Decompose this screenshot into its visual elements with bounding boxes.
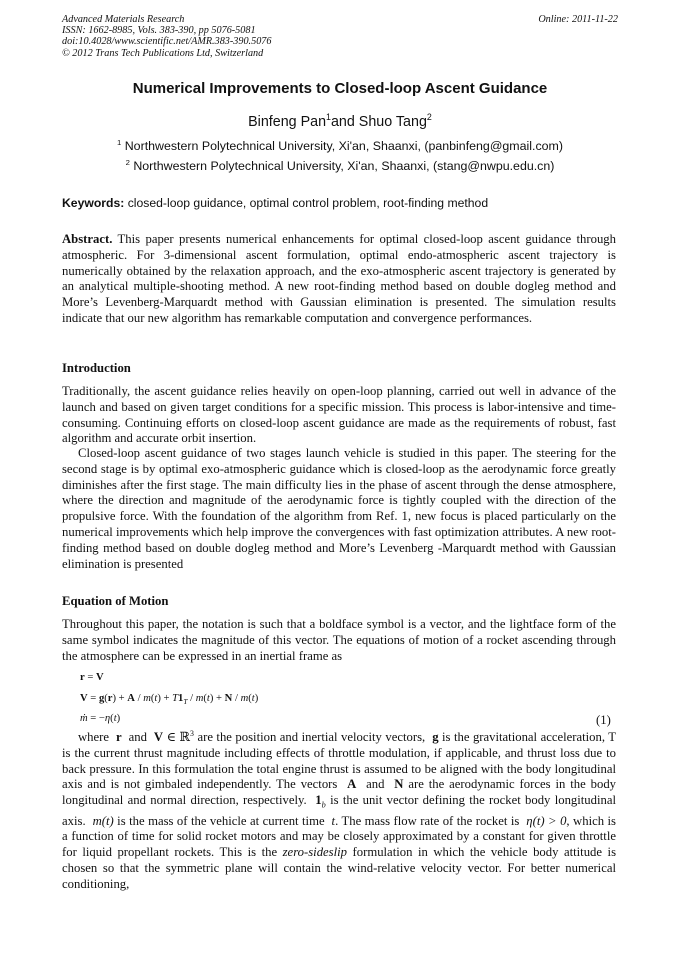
symbol-V: V: [153, 730, 164, 744]
affiliation-1: [62, 139, 618, 153]
and-word: and: [128, 730, 147, 744]
abstract: [62, 232, 616, 327]
symbol-mt: m(t): [92, 813, 114, 828]
copyright-line: © 2012 Trans Tech Publications Ltd, Switzerland: [62, 47, 264, 59]
keywords-label: Keywords:: [62, 196, 125, 210]
zero-sideslip-term: zero-sideslip: [282, 845, 347, 860]
affiliation-1-sup: 1: [117, 137, 122, 147]
in-R: ∈ ℝ: [166, 730, 191, 744]
author-1: Binfeng Pan: [248, 114, 327, 130]
aero-text: are the aerodynamic forces in the body longitudinal and normal direction, respectively.: [62, 777, 617, 808]
is-grav-text: is the gravitational acceleration, T is the current thrust magnitude including effects of throttle modulation, if applicable, and thrust loss due to back pressure. In this formulation the total engine thrust is assumed to be aligned with the body longitudinal axis and is not gimbaled independently. The vectors: [62, 730, 617, 792]
abstract-label: Abstract.: [62, 232, 113, 246]
symbol-g: g: [432, 730, 439, 744]
affiliation-2-sup: 2: [125, 157, 130, 167]
cube-sup: 3: [190, 728, 194, 738]
symbol-A: A: [347, 777, 357, 792]
abstract-text: This paper presents numerical enhancements for optimal closed-loop ascent guidance through atmospheric. For 3-dimensional ascent formulation, optimal endo-atmospheric ascent trajectory is numerically obtained by the relaxation approach, and the exo-atmospheric ascent trajectory is generated by an analytical multiple-shooting method. A new root-finding method based on double dogleg method and More’s Levenberg-Marquardt method with Gaussian elimination is presented. The simulation results indicate that our new algorithm has remarkable computation and convergence performances.: [62, 232, 616, 325]
affiliation-2: [62, 159, 618, 173]
unit-text: is the unit vector defining the rocket body longitudinal axis.: [62, 793, 617, 828]
symbol-1b-sub: b: [321, 800, 326, 810]
keywords: [62, 196, 618, 210]
symbol-eta: η(t) > 0: [526, 813, 567, 828]
symbol-N: N: [394, 777, 404, 792]
equation-of-motion-heading: Equation of Motion: [62, 594, 169, 608]
introduction-paragraph-1: Traditionally, the ascent guidance relies heavily on open-loop planning, carried out well in advance of the launch and based on given target conditions for a specific mission. This process is labor-intensive and time-consuming. Continuing efforts on closed-loop ascent guidance are made as the requirements of robust, fast algorithm and accurate orbit insertion.: [62, 384, 616, 446]
introduction-paragraph-2: Closed-loop ascent guidance of two stages launch vehicle is studied in this paper. The steering for the second stage is by optimal exo-atmospheric guidance which is closed-loop as the aerodynamic force greatly diminishes after the first stage. The main difficulty lies in the phase of ascent through the dense atmosphere, where the direction and magnitude of the aerodynamic force is tightly coupled with the direction of the propulsive force. With the foundation of the algorithm from Ref. 1, new focus is placed particularly on the numerical improvements which help improve the convergences with fast optimization attributes. A new root-finding method based on double dogleg method and More’s Levenberg -Marquardt method with Gaussian elimination is presented: [62, 446, 616, 571]
equation-velocity: $V = g(r) + A / m(t) + T1_T / m(t) + N / m(t)$: [80, 693, 259, 707]
symbol-r: r: [115, 730, 122, 744]
and-word-2: and: [366, 777, 385, 792]
symbol-t: t: [331, 813, 336, 828]
doi-line: doi:10.4028/www.scientific.net/AMR.383-390.5076: [62, 36, 272, 48]
flow-text: . The mass flow rate of the rocket is: [335, 813, 520, 828]
func-text: , which is a function of time for solid rocket motors and may be closely approximated by a constant for given throttle for liquid propellant rockets. This is the: [62, 813, 616, 860]
introduction-heading: Introduction: [62, 361, 131, 375]
paper-title: Numerical Improvements to Closed-loop Ascent Guidance: [132, 80, 548, 97]
equation-of-motion-paragraph-2: [62, 730, 616, 893]
author-line: [62, 114, 618, 130]
affiliation-2-text: Northwestern Polytechnical University, Xi'an, Shaanxi, (stang@nwpu.edu.cn): [129, 159, 555, 173]
online-date: Online: 2011-11-22: [538, 14, 618, 25]
equation-position: r = V: [80, 672, 104, 683]
journal-name: Advanced Materials Research: [62, 14, 185, 25]
affiliation-1-text: Northwestern Polytechnical University, Xi'an, Shaanxi, (panbinfeng@gmail.com): [121, 139, 563, 153]
symbol-1b: 1: [315, 793, 322, 808]
equation-number: (1): [596, 713, 611, 727]
author-2-sup: 2: [426, 112, 432, 123]
are-text: are the position and inertial velocity vectors,: [193, 730, 426, 744]
equation-of-motion-paragraph-1: Throughout this paper, the notation is such that a boldface symbol is a vector, and the lightface form of the same symbol indicates the magnitude of this vector. The equations of motion of a rocket ascending through the atmosphere can be expressed in an inertial frame as: [62, 617, 616, 663]
issn-line: ISSN: 1662-8985, Vols. 383-390, pp 5076-5081: [62, 25, 256, 37]
mass-text: is the mass of the vehicle at current time: [113, 813, 325, 828]
author-1-sup: 1: [326, 112, 331, 123]
where-word: where: [78, 730, 109, 744]
journal-header: [62, 14, 618, 59]
equation-mass: ṁ = −η(t): [80, 713, 121, 724]
keywords-text: closed-loop guidance, optimal control problem, root-finding method: [124, 196, 489, 210]
rest-text: formulation in which the vehicle body attitude is chosen so that the symmetric plane will contain the wind-relative velocity vector. For better numerical conditioning,: [62, 845, 617, 891]
author-2: and Shuo Tang: [330, 114, 427, 130]
